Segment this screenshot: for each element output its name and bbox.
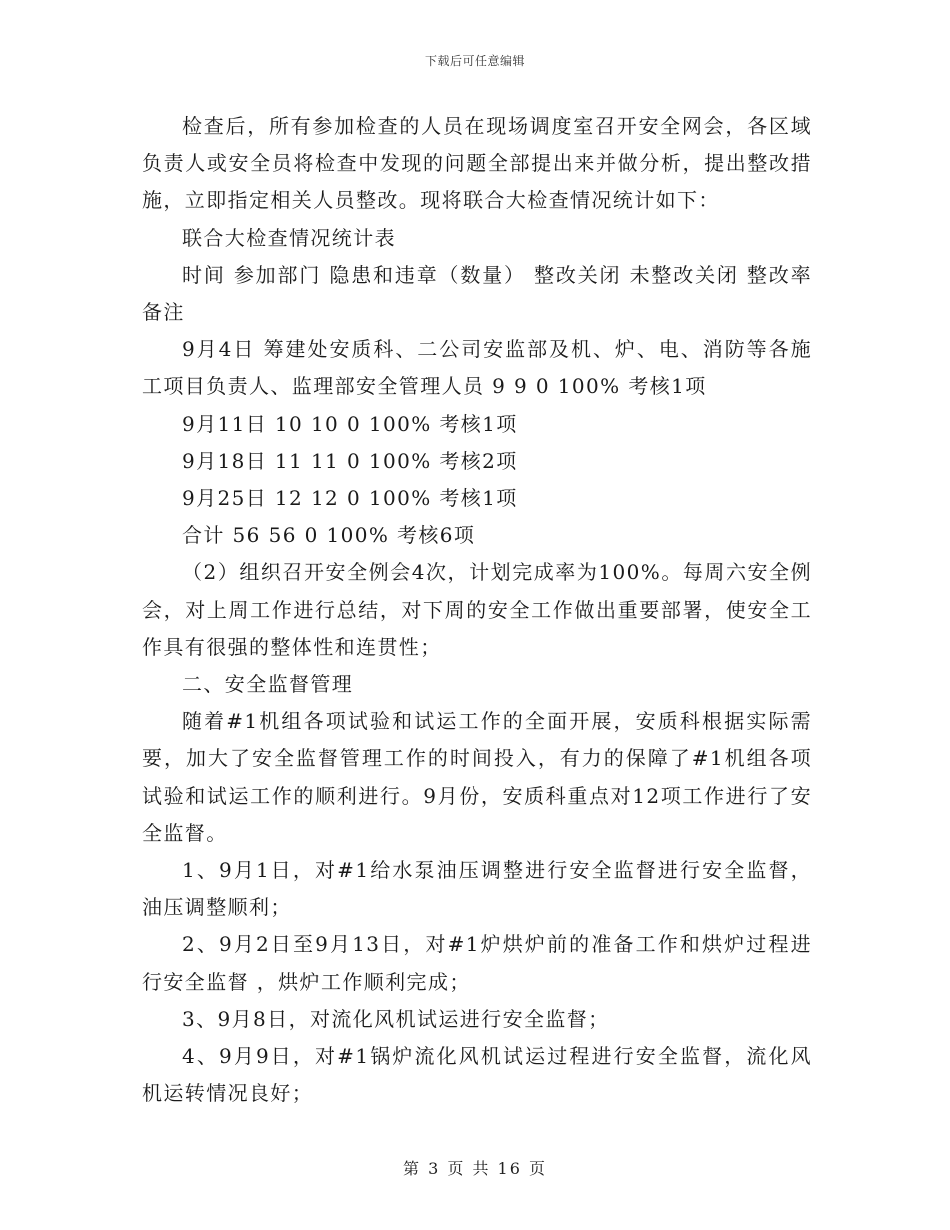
paragraph-safety-meetings: （2）组织召开安全例会4次，计划完成率为100%。每周六安全例会，对上周工作进行总结，对下周的安全工作做出重要部署，使安全工作具有很强的整体性和连贯性； (142, 560, 812, 659)
list-item-1: 1、9月1日，对#1给水泵油压调整进行安全监督进行安全监督，油压调整顺利； (142, 858, 812, 920)
list-item-4: 4、9月9日，对#1锅炉流化风机试运过程进行安全监督，流化风机运转情况良好； (142, 1044, 812, 1106)
list-item-2: 2、9月2日至9月13日，对#1炉烘炉前的准备工作和烘炉过程进行安全监督 ，烘炉工作顺利完成； (142, 932, 812, 994)
paragraph-supervision-intro: 随着#1机组各项试验和试运工作的全面开展，安质科根据实际需要，加大了安全监督管理工作的时间投入，有力的保障了#1机组各项试验和试运工作的顺利进行。9月份，安质科重点对12项工作进行了安全监督。 (142, 709, 812, 845)
page-number-footer: 第 3 页 共 16 页 (403, 1159, 547, 1178)
section-heading-safety-supervision: 二、安全监督管理 (182, 672, 354, 697)
table-row-sep-11: 9月11日 10 10 0 100% 考核1项 (182, 411, 518, 436)
table-row-total: 合计 56 56 0 100% 考核6项 (182, 523, 476, 548)
paragraph-inspection-meeting: 检查后，所有参加检查的人员在现场调度室召开安全网会，各区域负责人或安全员将检查中发现的问题全部提出来并做分析，提出整改措施，立即指定相关人员整改。现将联合大检查情况统计如下： (142, 114, 812, 213)
table-row-sep-4: 9月4日 筹建处安质科、二公司安监部及机、炉、电、消防等各施工项目负责人、监理部安全管理人员 9 9 0 100% 考核1项 (142, 337, 812, 399)
list-item-3: 3、9月8日，对流化风机试运进行安全监督； (182, 1006, 610, 1031)
document-body (142, 108, 812, 1112)
table-title: 联合大检查情况统计表 (182, 225, 396, 250)
table-row-sep-18: 9月18日 11 11 0 100% 考核2项 (182, 448, 518, 473)
table-row-sep-25: 9月25日 12 12 0 100% 考核1项 (182, 486, 518, 511)
page-header-note: 下载后可任意编辑 (424, 54, 525, 68)
table-header-row: 时间 参加部门 隐患和违章（数量） 整改关闭 未整改关闭 整改率 备注 (142, 262, 812, 325)
